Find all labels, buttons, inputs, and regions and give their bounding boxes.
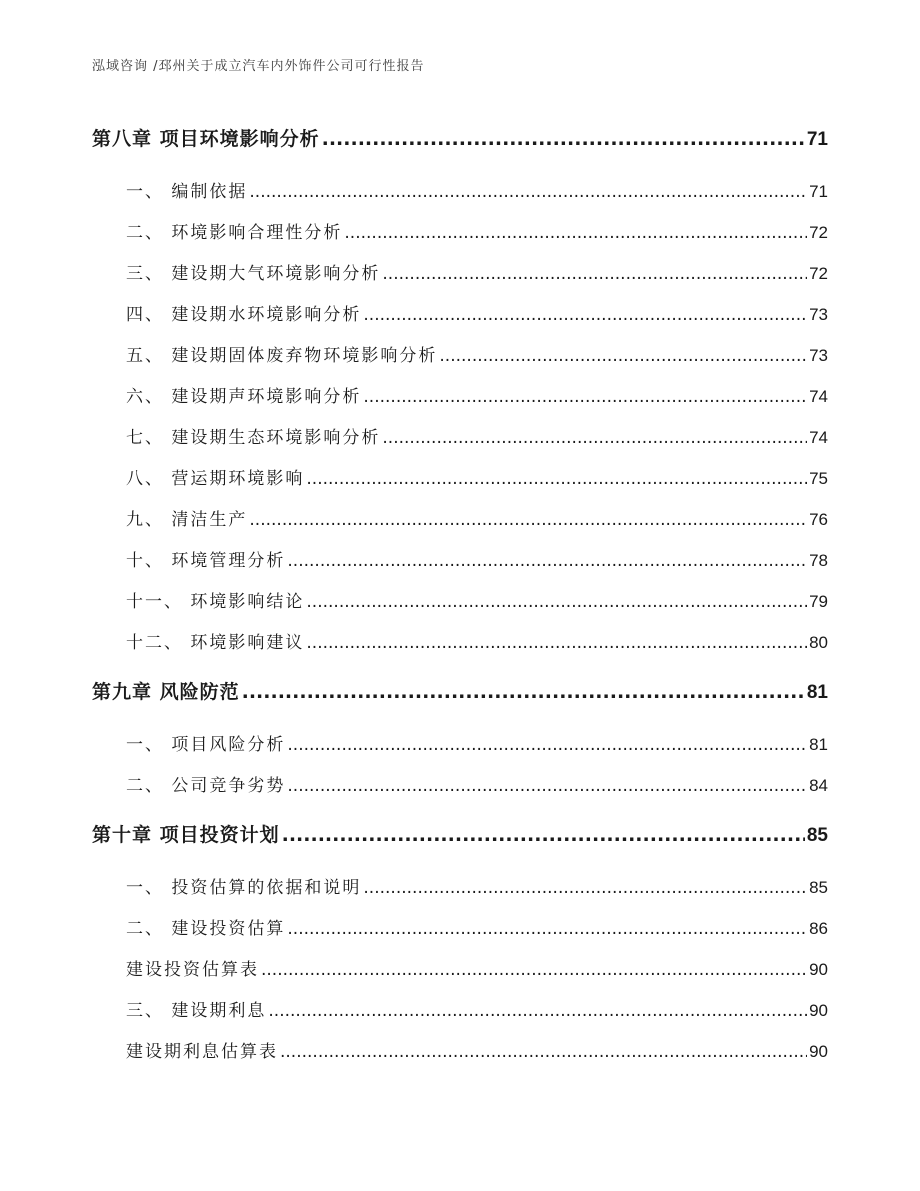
dot-leader bbox=[287, 551, 807, 571]
toc-section[interactable] bbox=[92, 505, 828, 530]
toc-entry-page: 85 bbox=[809, 878, 828, 897]
dot-leader bbox=[242, 681, 805, 703]
toc-entry-page: 81 bbox=[809, 735, 828, 754]
table-of-contents bbox=[92, 0, 828, 1191]
toc-entry-page: 72 bbox=[809, 264, 828, 283]
toc-entry-title: 十一、 环境影响结论 bbox=[126, 592, 305, 612]
toc-section[interactable] bbox=[92, 628, 828, 653]
toc-entry-page: 76 bbox=[809, 510, 828, 529]
dot-leader bbox=[280, 1042, 807, 1062]
toc-entry-page: 90 bbox=[809, 1001, 828, 1020]
dot-leader bbox=[306, 469, 807, 489]
toc-entry-page: 90 bbox=[809, 960, 828, 979]
dot-leader bbox=[363, 387, 807, 407]
toc-section[interactable] bbox=[92, 587, 828, 612]
toc-entry-page: 71 bbox=[806, 129, 828, 150]
toc-entry-title: 第九章 风险防范 bbox=[92, 681, 240, 703]
toc-entry-page: 81 bbox=[806, 682, 828, 703]
toc-entry-page: 79 bbox=[809, 592, 828, 611]
toc-entry-title: 七、 建设期生态环境影响分析 bbox=[126, 428, 381, 448]
dot-leader bbox=[382, 264, 807, 284]
toc-entry-page: 85 bbox=[806, 825, 828, 846]
toc-section[interactable] bbox=[92, 914, 828, 939]
toc-entry-page: 78 bbox=[809, 551, 828, 570]
toc-entry-title: 建设期利息估算表 bbox=[126, 1042, 278, 1062]
dot-leader bbox=[322, 128, 805, 150]
dot-leader bbox=[287, 919, 807, 939]
toc-entry-title: 十、 环境管理分析 bbox=[126, 551, 286, 571]
toc-section[interactable] bbox=[92, 259, 828, 284]
running-header: 泓域咨询 /邳州关于成立汽车内外饰件公司可行性报告 bbox=[92, 59, 425, 74]
dot-leader bbox=[439, 346, 807, 366]
toc-section[interactable] bbox=[92, 546, 828, 571]
toc-table-entry[interactable] bbox=[92, 1037, 828, 1062]
toc-entry-title: 五、 建设期固体废弃物环境影响分析 bbox=[126, 346, 438, 366]
toc-entry-page: 73 bbox=[809, 305, 828, 324]
toc-section[interactable] bbox=[92, 996, 828, 1021]
toc-chapter-8[interactable] bbox=[92, 124, 828, 151]
toc-section[interactable] bbox=[92, 177, 828, 202]
toc-entry-title: 二、 环境影响合理性分析 bbox=[126, 223, 343, 243]
toc-entry-title: 四、 建设期水环境影响分析 bbox=[126, 305, 362, 325]
toc-entry-title: 一、 编制依据 bbox=[126, 182, 248, 202]
toc-entry-page: 73 bbox=[809, 346, 828, 365]
toc-section[interactable] bbox=[92, 873, 828, 898]
toc-entry-page: 90 bbox=[809, 1042, 828, 1061]
dot-leader bbox=[287, 776, 807, 796]
toc-entry-title: 二、 公司竞争劣势 bbox=[126, 776, 286, 796]
dot-leader bbox=[282, 824, 805, 846]
dot-leader bbox=[306, 633, 807, 653]
dot-leader bbox=[306, 592, 807, 612]
toc-entry-title: 九、 清洁生产 bbox=[126, 510, 248, 530]
toc-entry-page: 74 bbox=[809, 428, 828, 447]
toc-section[interactable] bbox=[92, 730, 828, 755]
toc-section[interactable] bbox=[92, 771, 828, 796]
toc-section[interactable] bbox=[92, 423, 828, 448]
toc-entry-title: 第十章 项目投资计划 bbox=[92, 824, 280, 846]
toc-entry-title: 六、 建设期声环境影响分析 bbox=[126, 387, 362, 407]
toc-chapter-9[interactable] bbox=[92, 677, 828, 704]
dot-leader bbox=[249, 510, 807, 530]
toc-entry-title: 二、 建设投资估算 bbox=[126, 919, 286, 939]
dot-leader bbox=[268, 1001, 807, 1021]
dot-leader bbox=[363, 878, 807, 898]
toc-entry-page: 86 bbox=[809, 919, 828, 938]
toc-entry-title: 三、 建设期利息 bbox=[126, 1001, 267, 1021]
toc-entry-title: 十二、 环境影响建议 bbox=[126, 633, 305, 653]
toc-chapter-10[interactable] bbox=[92, 820, 828, 847]
toc-entry-title: 八、 营运期环境影响 bbox=[126, 469, 305, 489]
toc-entry-page: 80 bbox=[809, 633, 828, 652]
toc-section[interactable] bbox=[92, 464, 828, 489]
toc-entry-page: 75 bbox=[809, 469, 828, 488]
dot-leader bbox=[249, 182, 807, 202]
dot-leader bbox=[344, 223, 807, 243]
toc-entry-title: 一、 投资估算的依据和说明 bbox=[126, 878, 362, 898]
toc-section[interactable] bbox=[92, 300, 828, 325]
dot-leader bbox=[261, 960, 807, 980]
toc-entry-page: 72 bbox=[809, 223, 828, 242]
dot-leader bbox=[363, 305, 807, 325]
toc-section[interactable] bbox=[92, 218, 828, 243]
toc-entry-page: 71 bbox=[809, 182, 828, 201]
toc-section[interactable] bbox=[92, 382, 828, 407]
toc-entry-title: 建设投资估算表 bbox=[126, 960, 259, 980]
toc-entry-title: 三、 建设期大气环境影响分析 bbox=[126, 264, 381, 284]
dot-leader bbox=[287, 735, 807, 755]
toc-entry-title: 一、 项目风险分析 bbox=[126, 735, 286, 755]
toc-entry-page: 84 bbox=[809, 776, 828, 795]
dot-leader bbox=[382, 428, 807, 448]
toc-entry-title: 第八章 项目环境影响分析 bbox=[92, 128, 320, 150]
toc-entry-page: 74 bbox=[809, 387, 828, 406]
toc-section[interactable] bbox=[92, 341, 828, 366]
toc-table-entry[interactable] bbox=[92, 955, 828, 980]
